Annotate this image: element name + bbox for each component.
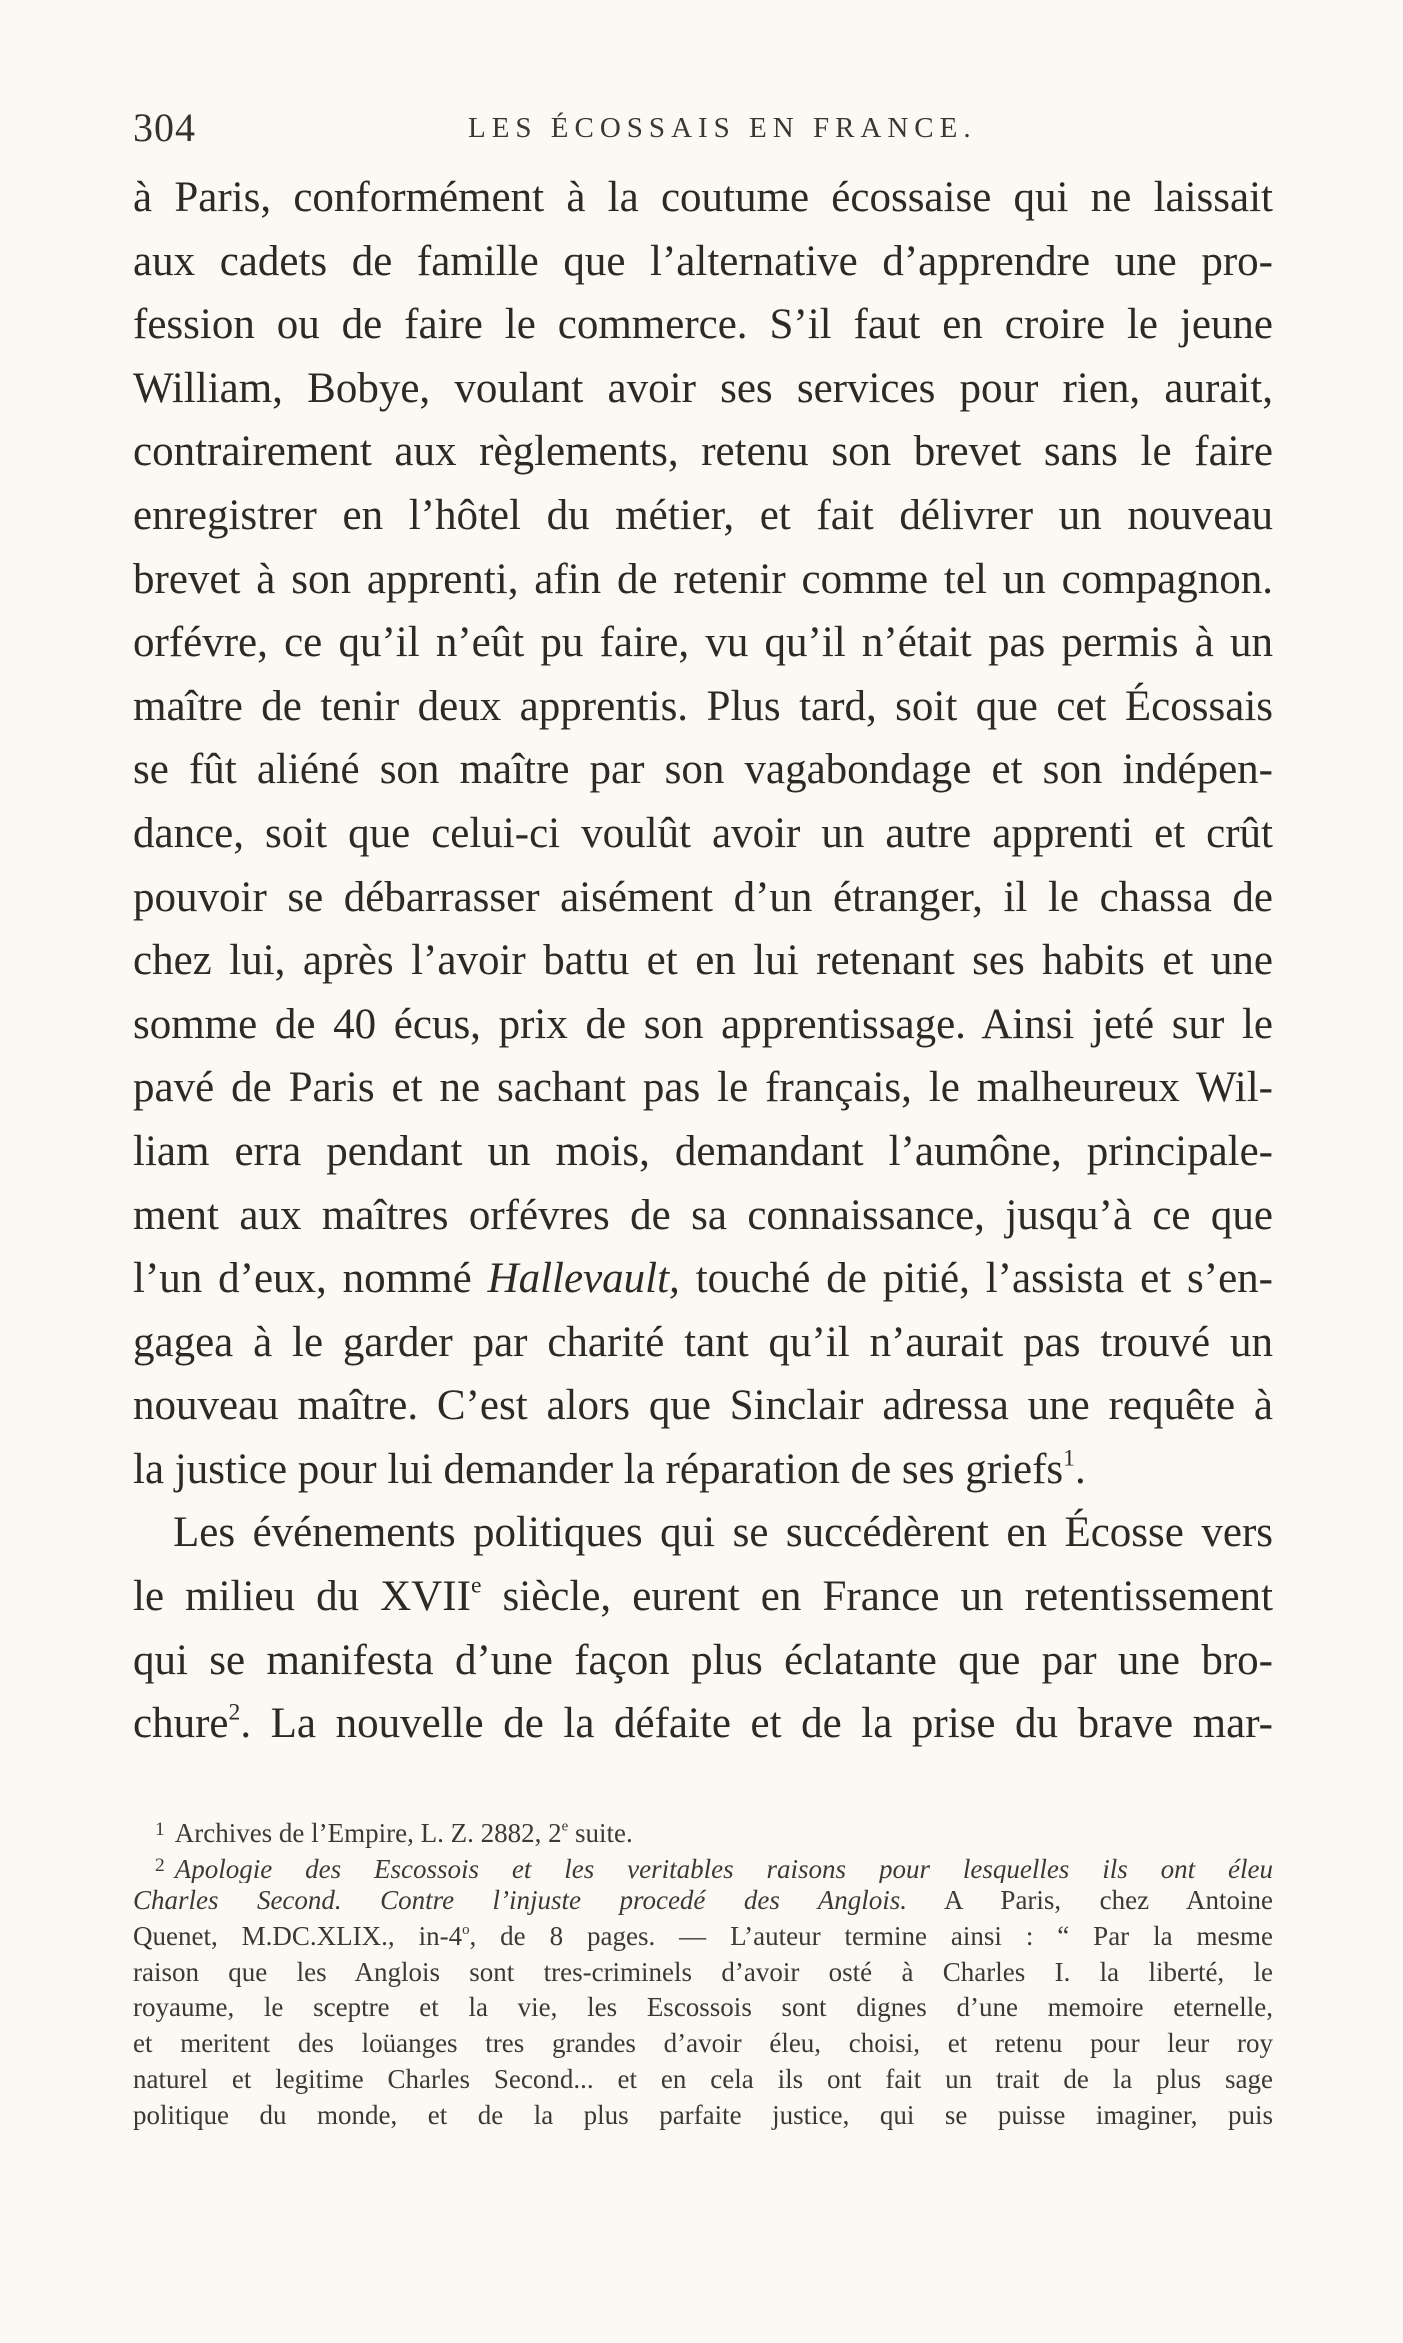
footnote-2-line	[133, 1919, 1273, 1955]
page-number: 304	[133, 105, 196, 150]
text-line: William, Bobye, voulant avoir ses services pour rien, aurait,	[133, 364, 1273, 412]
text-line	[133, 1692, 1273, 1756]
superscript-e: e	[561, 1818, 569, 1835]
text-line: nouveau maître. C’est alors que Sinclair adressa une requête à	[133, 1382, 1273, 1430]
text-line: fession ou de faire le commerce. S’il faut en croire le jeune	[133, 301, 1273, 349]
footnote-title: Apologie des Escossois et les veritables raisons pour lesquelles ils ont éleu	[174, 1853, 1273, 1884]
text-segment: la justice pour lui demander la réparation de ses griefs	[133, 1445, 1064, 1493]
text-line: brevet à son apprenti, afin de retenir comme tel un compagnon.	[133, 555, 1273, 603]
footnote-ref-2: 2	[228, 1699, 241, 1726]
text-line: pavé de Paris et ne sachant pas le français, le malheureux Wil-	[133, 1064, 1273, 1112]
text-line	[133, 1438, 1273, 1502]
text-segment: le milieu du XVII	[133, 1573, 471, 1621]
footnote-text: Archives de l’Empire, L. Z. 2882, 2	[174, 1817, 562, 1848]
footnote-2-line: politique du monde, et de la plus parfaite justice, qui se puisse imaginer, puis	[133, 2099, 1273, 2130]
text-segment: .	[1074, 1445, 1086, 1493]
text-line: dance, soit que celui-ci voulût avoir un autre apprenti et crût	[133, 809, 1273, 857]
text-segment: touché de pitié, l’assista et s’en-	[679, 1255, 1273, 1303]
text-line: orfévre, ce qu’il n’eût pu faire, vu qu’il n’était pas permis à un	[133, 619, 1273, 667]
running-title: LES ÉCOSSAIS EN FRANCE.	[468, 112, 977, 144]
text-line: maître de tenir deux apprentis. Plus tard, soit que cet Écossais	[133, 682, 1273, 730]
footnote-ref-1: 1	[1063, 1445, 1075, 1472]
footnote-2-line	[133, 1848, 1273, 1884]
text-line: somme de 40 écus, prix de son apprentissage. Ainsi jeté sur le	[133, 1000, 1273, 1048]
footnote-text: suite.	[568, 1817, 633, 1848]
text-segment: . La nouvelle de la défaite et de la prise du brave mar-	[240, 1700, 1273, 1748]
footnote-number: 1	[155, 1819, 165, 1840]
italic-name-hallevault: Hallevault,	[487, 1255, 680, 1303]
footnotes	[133, 1812, 1273, 2133]
superscript-e: e	[470, 1572, 482, 1599]
footnote-2-line: raison que les Anglois sont tres-criminels d’avoir osté à Charles I. la liberté, le	[133, 1956, 1273, 1987]
text-line: qui se manifesta d’une façon plus éclatante que par une bro-	[133, 1636, 1273, 1684]
text-line: ment aux maîtres orfévres de sa connaissance, jusqu’à ce que	[133, 1191, 1273, 1239]
footnote-2-line: et meritent des loüanges tres grandes d’avoir éleu, choisi, et retenu pour leur roy	[133, 2028, 1273, 2059]
footnote-1	[133, 1812, 1273, 1848]
text-line: à Paris, conformément à la coutume écossaise qui ne laissait	[133, 174, 1273, 221]
text-line: contrairement aux règlements, retenu son brevet sans le faire	[133, 428, 1273, 476]
text-line: chez lui, après l’avoir battu et en lui retenant ses habits et une	[133, 937, 1273, 985]
text-segment: chure	[133, 1700, 229, 1748]
running-head	[133, 100, 1273, 160]
superscript-o: o	[462, 1921, 470, 1938]
main-text	[133, 166, 1273, 1756]
footnote-text: , de 8 pages. — L’auteur termine ainsi : “ Par la mesme	[469, 1921, 1273, 1952]
text-segment: l’un d’eux, nommé	[133, 1255, 488, 1303]
text-line: enregistrer en l’hôtel du métier, et fait délivrer un nouveau	[133, 491, 1273, 539]
text-line: aux cadets de famille que l’alternative d’apprendre une pro-	[133, 237, 1273, 285]
footnote-title: Charles Second. Contre l’injuste procedé des Anglois.	[133, 1885, 908, 1916]
paragraph-start-line: Les événements politiques qui se succédèrent en Écosse vers	[173, 1509, 1273, 1557]
footnote-number: 2	[155, 1854, 165, 1876]
text-line: gagea à le garder par charité tant qu’il n’aurait pas trouvé un	[133, 1318, 1273, 1366]
footnote-2-line: royaume, le sceptre et la vie, les Escossois sont dignes d’une memoire eternelle,	[133, 1992, 1273, 2023]
footnote-2-line	[133, 1883, 1273, 1919]
text-segment: siècle, eurent en France un retentissement	[481, 1573, 1273, 1621]
text-line: liam erra pendant un mois, demandant l’aumône, principale-	[133, 1127, 1273, 1175]
footnote-text: Quenet, M.DC.XLIX., in-4	[133, 1921, 463, 1952]
text-line	[133, 1247, 1273, 1311]
text-line: pouvoir se débarrasser aisément d’un étranger, il le chassa de	[133, 873, 1273, 921]
text-line	[133, 1565, 1273, 1629]
footnote-2-line: naturel et legitime Charles Second... et en cela ils ont fait un trait de la plus sage	[133, 2063, 1273, 2094]
text-line: se fût aliéné son maître par son vagabondage et son indépen-	[133, 746, 1273, 794]
footnote-text: A Paris, chez Antoine	[907, 1885, 1273, 1916]
